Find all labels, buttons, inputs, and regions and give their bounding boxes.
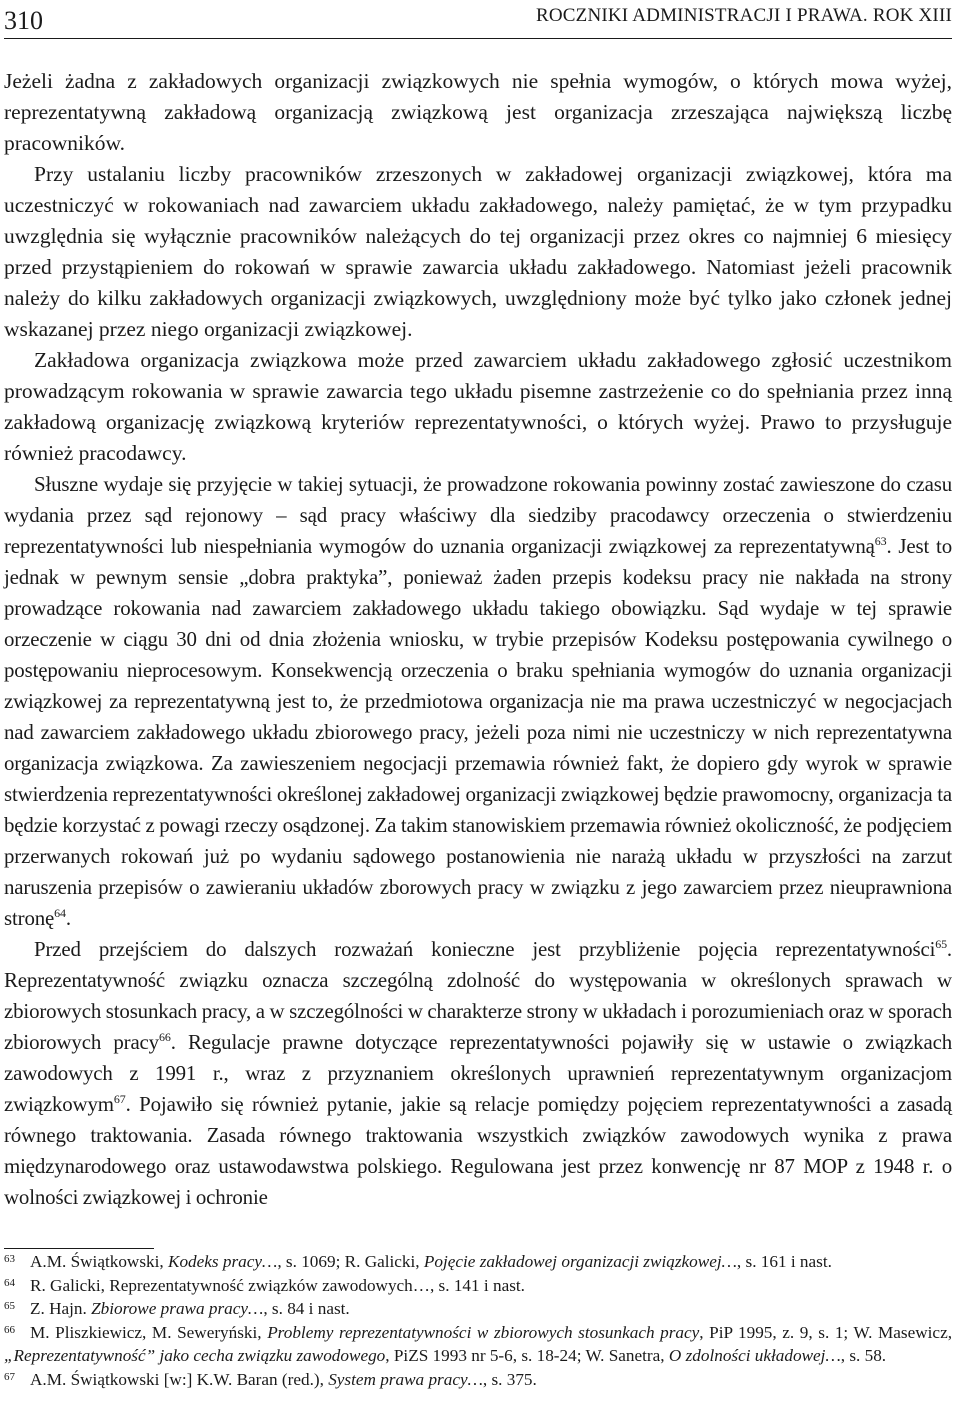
footnote-text: A.M. Świątkowski [w:] K.W. Baran (red.), — [30, 1369, 329, 1389]
paragraph-2 — [4, 159, 952, 345]
footnote-66: 66 M. Pliszkiewicz, M. Seweryński, Problemy reprezentatywności w zbiorowych stosunkach pracy, PiP 1995, z. 9, s. 1; W. Masewicz, „Reprezentatywność” jako cecha związku zawodowego, PiZS 1993 nr 5-6, s. 18-24; W. Sanetra, O zdolności układowej…, s. 58. — [4, 1322, 952, 1365]
page-header — [4, 2, 952, 38]
paragraph-text: . Jest to jednak w pewnym sensie „dobra praktyka”, ponieważ żaden przepis kodeksu pracy nie nakłada na strony prowadzące rokowania nad zawarciem zakładowego układu takiego obowiązku. Sąd wydaje w tej sprawie orzeczenie w ciągu 30 dni od dnia złożenia wniosku, w trybie przepisów Kodeksu postępowania cywilnego o postępowaniu nieprocesowym. Konsekwencją orzeczenia o braku spełniania wymogów do uznania organizacji związkowej za reprezentatywną jest to, że przedmiotowa organizacja nie ma prawa uczestniczyć w negocjacjach nad zawarciem zakładowego układu zbiorowego pracy, jeżeli poza nimi nie uczestniczy w nich reprezentatywna organizacja związkowa. Za zawieszeniem negocjacji przemawia również fakt, że dopiero gdy wyrok w sprawie stwierdzenia reprezentatywności określonej zakładowej organizacji związkowej będzie prawomocny, organizacja ta będzie korzystać z powagi rzeczy osądzonej. Za takim stanowiskiem przemawia również okoliczność, że podjęciem przerwanych rokowań już po wydaniu sądowego postanowienia nie narażą układu w przyszłości na zarzut naruszenia przepisów o zawieraniu układów zborowych pracy w związku z jego zawarciem przez nieuprawniona stronę — [4, 534, 952, 930]
footnote-title: Kodeks pracy… — [168, 1252, 278, 1271]
paragraph-text: Jeżeli żadna z zakładowych organizacji związkowych nie spełnia wymogów, o których mowa wyżej, reprezentatywną zakładową organizacją związkową jest organizacja zrzeszająca największą liczbę pracowników. — [4, 69, 952, 155]
footnote-title: „Reprezentatywność” jako cecha związku zawodowego — [4, 1346, 386, 1365]
footnote-text: , s. 58. — [840, 1346, 887, 1365]
footnote-text: , s. 1069; R. Galicki, — [277, 1252, 424, 1271]
footnote-text: , PiZS 1993 nr 5-6, s. 18-24; W. Sanetra, — [385, 1346, 669, 1365]
paragraph-text: Przy ustalaniu liczby pracowników zrzeszonych w zakładowej organizacji związkowej, która ma uczestniczyć w rokowaniach nad zawarciem układu zakładowego, należy pamiętać, że w tym przypadku uwzględnia się wyłącznie pracowników należących do tej organizacji przez okres co najmniej 6 miesięcy przed przystąpieniem do rokowań w sprawie zawarcia układu zakładowego. Natomiast jeżeli pracownik należy do kilku zakładowych organizacji związkowych, uwzględniony może być tylko jako członek jednej wskazanej przez niego organizacji związkowej. — [4, 162, 952, 341]
footnote-title: System prawa pracy… — [328, 1369, 483, 1389]
running-head: ROCZNIKI ADMINISTRACJI I PRAWA. ROK XIII — [535, 5, 952, 26]
footnote-ref-67[interactable]: 67 — [113, 1092, 126, 1106]
footnote-ref-63[interactable]: 63 — [874, 534, 887, 548]
footnote-title: Problemy reprezentatywności w zbiorowych stosunkach pracy — [267, 1322, 700, 1342]
paragraph-1 — [4, 66, 952, 159]
footnote-text: , s. 84 i nast. — [263, 1299, 350, 1318]
footnote-text: R. Galicki, Reprezentatywność związków zawodowych…, s. 141 i nast. — [30, 1275, 525, 1295]
paragraph-text: Słuszne wydaje się przyjęcie w takiej sytuacji, że prowadzone rokowania powinny zostać zawieszone do czasu wydania przez sąd rejonowy – sąd pracy właściwy dla siedziby pracodawcy orzeczenia o stwierdzeniu reprezentatywności lub niespełniania wymogów do uznania organizacji związkowej za reprezentatywną — [4, 472, 952, 558]
footnote-ref-64[interactable]: 64 — [54, 906, 66, 920]
footnote-text: M. Pliszkiewicz, M. Seweryński, — [30, 1322, 268, 1342]
footnote-64: 64 R. Galicki, Reprezentatywność związków zawodowych…, s. 141 i nast. — [4, 1275, 525, 1295]
paragraph-4 — [4, 469, 952, 934]
page-number: 310 — [4, 6, 43, 35]
footnote-title: O zdolności układowej… — [668, 1346, 841, 1365]
header-rule — [4, 38, 952, 39]
footnote-title: Zbiorowe prawa pracy… — [91, 1299, 264, 1318]
footnote-67: 67 A.M. Świątkowski [w:] K.W. Baran (red.), System prawa pracy…, s. 375. — [4, 1369, 537, 1389]
footnote-text: , PiP 1995, z. 9, s. 1; W. Masewicz, — [699, 1322, 952, 1342]
footnote-text: A.M. Świątkowski, — [30, 1252, 168, 1271]
paragraph-text: . Pojawiło się również pytanie, jakie są relacje pomiędzy pojęciem reprezentatywności a zasadą równego traktowania. Zasada równego traktowania wszystkich związków zawodowych wynika z prawa międzynarodowego oraz ustawodawstwa polskiego. Regulowana jest przez konwencję nr 87 MOP z 1948 r. o wolności związkowej i ochronie — [4, 1092, 952, 1209]
paragraph-3 — [4, 345, 952, 469]
footnotes — [4, 1250, 952, 1391]
footnote-63: 63 A.M. Świątkowski, Kodeks pracy…, s. 1069; R. Galicki, Pojęcie zakładowej organizacji związkowej…, s. 161 i nast. — [4, 1252, 832, 1271]
paragraph-text: . Reprezentatywność związku oznacza szczególną zdolność do występowania w określonych sprawach w zbiorowych stosunkach pracy, a w szczególności w charakterze strony w układach i porozumieniach oraz w sporach zbiorowych pracy — [4, 937, 952, 1054]
paragraph-text: Zakładowa organizacja związkowa może przed zawarciem układu zakładowego zgłosić uczestnikom prowadzącym rokowania w sprawie zawarcia tego układu pisemne zastrzeżenie co do spełniania przez inną zakładową organizację związkową kryteriów reprezentatywności, o których wyżej. Prawo to przysługuje również pracodawcy. — [4, 348, 952, 465]
footnote-ref-66[interactable]: 66 — [158, 1030, 171, 1044]
paragraph-5 — [4, 934, 952, 1213]
footnote-text: Z. Hajn. — [30, 1299, 92, 1318]
footnote-rule — [4, 1248, 154, 1249]
footnote-65: 65 Z. Hajn. Zbiorowe prawa pracy…, s. 84 i nast. — [4, 1299, 350, 1318]
main-text — [4, 66, 952, 1213]
footnote-text: , s. 375. — [482, 1369, 537, 1389]
paragraph-text: Przed przejściem do dalszych rozważań konieczne jest przybliżenie pojęcia reprezentatywności — [34, 937, 936, 961]
paragraph-text: . Regulacje prawne dotyczące reprezentatywności pojawiły się w ustawie o związkach zawodowych z 1991 r., wraz z przyznaniem określonych uprawnień reprezentatywnym organizacjom związkowym — [4, 1030, 952, 1116]
footnote-text: , s. 161 i nast. — [736, 1252, 832, 1271]
paragraph-text: . — [65, 906, 71, 930]
footnote-ref-65[interactable]: 65 — [935, 937, 947, 951]
footnote-title: Pojęcie zakładowej organizacji związkowej… — [423, 1252, 737, 1271]
